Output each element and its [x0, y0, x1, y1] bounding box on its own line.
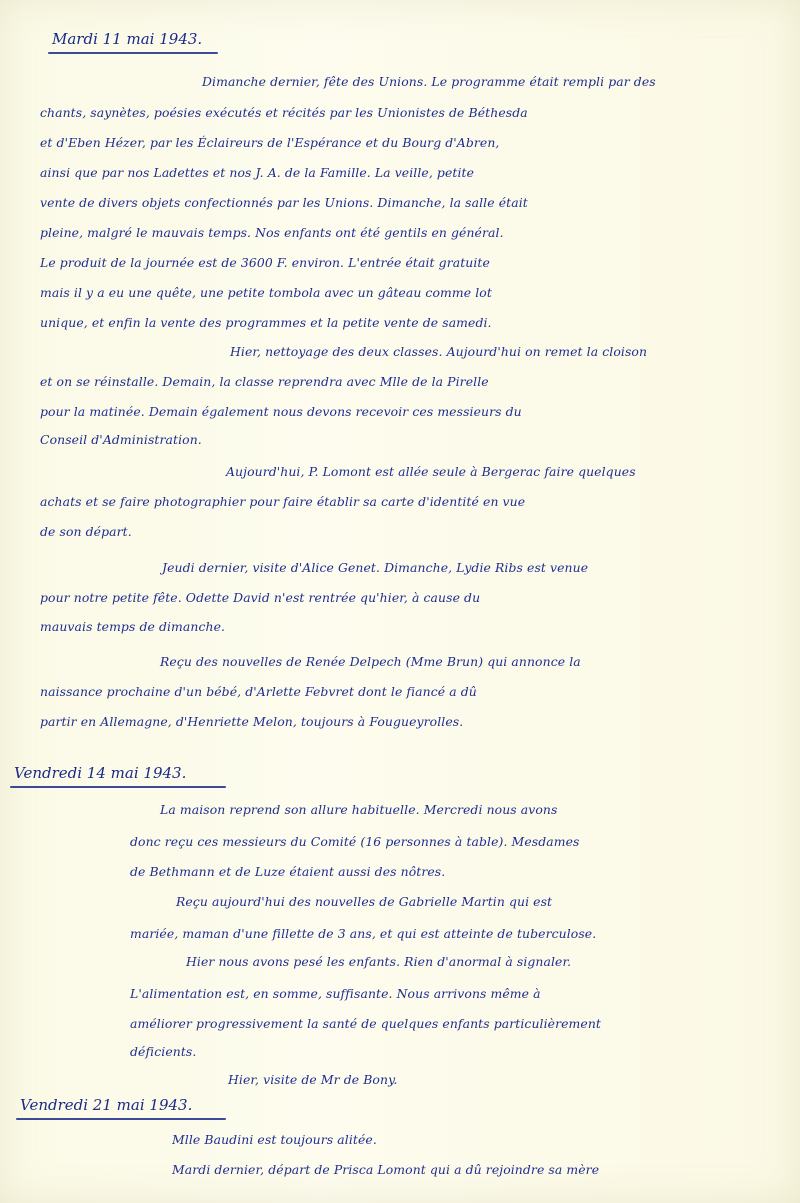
- handwritten-line: achats et se faire photographier pour faire établir sa carte d'identité en vue: [40, 494, 526, 509]
- handwritten-line: donc reçu ces messieurs du Comité (16 personnes à table). Mesdames: [130, 834, 580, 849]
- handwritten-line: pour notre petite fête. Odette David n'est rentrée qu'hier, à cause du: [40, 590, 481, 605]
- handwritten-line: ainsi que par nos Ladettes et nos J. A. de la Famille. La veille, petite: [40, 165, 475, 180]
- handwritten-line: déficients.: [130, 1044, 197, 1059]
- handwritten-line: Mlle Baudini est toujours alitée.: [172, 1132, 377, 1147]
- entry-date-heading: Vendredi 21 mai 1943.: [20, 1096, 193, 1114]
- handwritten-line: Hier nous avons pesé les enfants. Rien d'anormal à signaler.: [186, 954, 572, 969]
- handwritten-line: Hier, visite de Mr de Bony.: [228, 1072, 398, 1087]
- handwritten-line: chants, saynètes, poésies exécutés et récités par les Unionistes de Béthesda: [40, 105, 528, 120]
- handwritten-line: Reçu des nouvelles de Renée Delpech (Mme Brun) qui annonce la: [160, 654, 581, 669]
- entry-date-underline: [48, 52, 218, 54]
- handwritten-line: unique, et enfin la vente des programmes et la petite vente de samedi.: [40, 315, 492, 330]
- handwritten-line: de Bethmann et de Luze étaient aussi des nôtres.: [130, 864, 446, 879]
- handwritten-line: Jeudi dernier, visite d'Alice Genet. Dimanche, Lydie Ribs est venue: [162, 560, 589, 575]
- entry-date-underline: [10, 786, 226, 788]
- handwritten-line: Dimanche dernier, fête des Unions. Le programme était rempli par des: [202, 74, 656, 89]
- handwritten-line: Mardi dernier, départ de Prisca Lomont qui a dû rejoindre sa mère: [172, 1162, 600, 1177]
- handwritten-line: Reçu aujourd'hui des nouvelles de Gabrielle Martin qui est: [176, 894, 553, 909]
- handwritten-line: mais il y a eu une quête, une petite tombola avec un gâteau comme lot: [40, 285, 492, 300]
- handwritten-line: Le produit de la journée est de 3600 F. environ. L'entrée était gratuite: [40, 255, 490, 270]
- handwritten-line: vente de divers objets confectionnés par les Unions. Dimanche, la salle était: [40, 195, 528, 210]
- handwritten-line: mauvais temps de dimanche.: [40, 619, 226, 634]
- handwritten-line: de son départ.: [40, 524, 132, 539]
- handwritten-line: pour la matinée. Demain également nous devons recevoir ces messieurs du: [40, 404, 522, 419]
- handwritten-line: La maison reprend son allure habituelle. Mercredi nous avons: [160, 802, 558, 817]
- handwritten-line: améliorer progressivement la santé de quelques enfants particulièrement: [130, 1016, 601, 1031]
- entry-date-underline: [16, 1118, 226, 1120]
- handwritten-line: partir en Allemagne, d'Henriette Melon, toujours à Fougueyrolles.: [40, 714, 464, 729]
- handwritten-line: naissance prochaine d'un bébé, d'Arlette Febvret dont le fiancé a dû: [40, 684, 477, 699]
- handwritten-line: mariée, maman d'une fillette de 3 ans, et qui est atteinte de tuberculose.: [130, 926, 597, 941]
- handwritten-line: L'alimentation est, en somme, suffisante. Nous arrivons même à: [130, 986, 541, 1001]
- entry-date-heading: Vendredi 14 mai 1943.: [14, 764, 187, 782]
- handwritten-line: Aujourd'hui, P. Lomont est allée seule à Bergerac faire quelques: [226, 464, 636, 479]
- entry-date-heading: Mardi 11 mai 1943.: [52, 30, 203, 48]
- handwritten-line: et on se réinstalle. Demain, la classe reprendra avec Mlle de la Pirelle: [40, 374, 489, 389]
- handwritten-line: Hier, nettoyage des deux classes. Aujourd'hui on remet la cloison: [230, 344, 648, 359]
- handwritten-line: pleine, malgré le mauvais temps. Nos enfants ont été gentils en général.: [40, 225, 504, 240]
- handwritten-line: Conseil d'Administration.: [40, 432, 202, 447]
- handwritten-line: et d'Eben Hézer, par les Éclaireurs de l'Espérance et du Bourg d'Abren,: [40, 135, 500, 150]
